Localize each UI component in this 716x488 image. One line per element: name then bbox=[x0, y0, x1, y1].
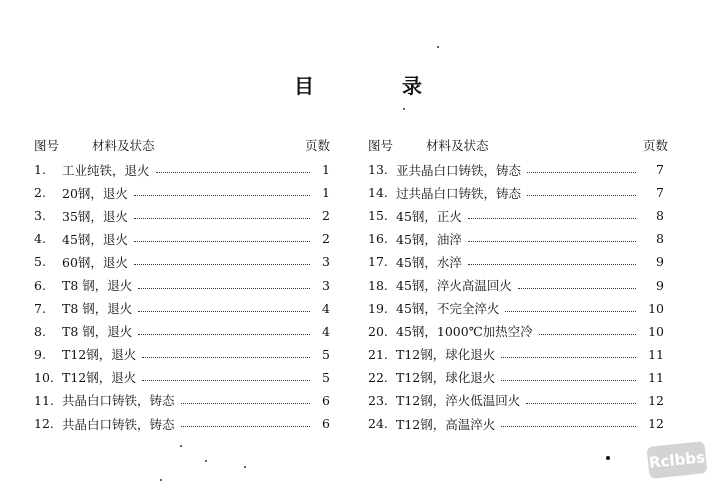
toc-entry-number: 4. bbox=[34, 231, 46, 247]
dot-leader bbox=[134, 264, 310, 265]
header-material-state: 材料及状态 bbox=[92, 138, 155, 153]
toc-entry bbox=[368, 320, 664, 343]
dot-leader bbox=[142, 380, 310, 381]
toc-entry-number: 16. bbox=[368, 231, 388, 247]
toc-entry-title: T8 钢，退火 bbox=[62, 278, 133, 294]
dot-leader bbox=[468, 264, 636, 265]
toc-entry bbox=[34, 412, 330, 435]
toc-entry-page: 2 bbox=[322, 208, 330, 224]
dot-leader bbox=[501, 380, 636, 381]
toc-entry-title: T8 钢，退火 bbox=[62, 324, 133, 340]
toc-entry-page: 3 bbox=[322, 277, 330, 293]
toc-entry-number: 23. bbox=[368, 392, 388, 408]
toc-entry bbox=[368, 204, 664, 227]
toc-entry-page: 11 bbox=[648, 369, 664, 385]
toc-entry bbox=[34, 343, 330, 366]
toc-entry-page: 1 bbox=[322, 162, 330, 178]
toc-entry-page: 4 bbox=[322, 300, 330, 316]
toc-entry-page: 5 bbox=[322, 369, 330, 385]
header-figure-number: 图号 bbox=[368, 138, 394, 153]
toc-entry-title: 45钢，不完全淬火 bbox=[396, 301, 500, 317]
toc-entry-title: T12钢，球化退火 bbox=[396, 347, 496, 363]
toc-entry bbox=[368, 412, 664, 435]
toc-entry-page: 4 bbox=[322, 323, 330, 339]
toc-entry bbox=[34, 297, 330, 320]
toc-entry-page: 7 bbox=[656, 162, 664, 178]
dot-leader bbox=[138, 311, 310, 312]
toc-entry-title: T12钢，退火 bbox=[62, 370, 137, 386]
toc-entry-number: 17. bbox=[368, 254, 388, 270]
toc-entry-title: 共晶白口铸铁，铸态 bbox=[62, 393, 175, 409]
toc-entry-page: 2 bbox=[322, 231, 330, 247]
toc-entry-page: 8 bbox=[656, 231, 664, 247]
dot-leader bbox=[138, 288, 310, 289]
dot-leader bbox=[142, 357, 310, 358]
dot-leader bbox=[527, 172, 636, 173]
dot-leader bbox=[518, 288, 636, 289]
toc-entry-number: 7. bbox=[34, 300, 46, 316]
toc-entry bbox=[368, 389, 664, 412]
toc-entry-title: 45钢，水淬 bbox=[396, 254, 462, 270]
toc-entry bbox=[368, 343, 664, 366]
toc-entry-number: 3. bbox=[34, 208, 46, 224]
dot-leader bbox=[134, 241, 310, 242]
toc-entry-number: 9. bbox=[34, 346, 46, 362]
toc-left-rows bbox=[34, 158, 330, 435]
toc-entry bbox=[34, 389, 330, 412]
page-marker-dot bbox=[606, 456, 610, 460]
toc-entry-title: T12钢，淬火低温回火 bbox=[396, 393, 521, 409]
toc-entry-page: 10 bbox=[648, 300, 664, 316]
toc-entry-title: T12钢，高温淬火 bbox=[396, 416, 496, 432]
toc-entry-number: 5. bbox=[34, 254, 46, 270]
dot-leader bbox=[501, 426, 636, 427]
dot-leader bbox=[138, 334, 310, 335]
dot-leader bbox=[156, 172, 310, 173]
dot-leader bbox=[468, 218, 636, 219]
toc-entry bbox=[34, 320, 330, 343]
toc-entry bbox=[368, 250, 664, 273]
toc-entry-title: T12钢，退火 bbox=[62, 347, 137, 363]
toc-entry-title: 亚共晶白口铸铁，铸态 bbox=[396, 162, 522, 178]
toc-entry bbox=[368, 297, 664, 320]
toc-entry-title: 过共晶白口铸铁，铸态 bbox=[396, 185, 522, 201]
header-material-state: 材料及状态 bbox=[426, 138, 489, 153]
dot-leader bbox=[134, 218, 310, 219]
toc-entry-page: 8 bbox=[656, 208, 664, 224]
toc-entry-number: 11. bbox=[34, 392, 54, 408]
dot-leader bbox=[526, 403, 636, 404]
watermark-text: Rclbbs bbox=[648, 448, 706, 472]
toc-entry-page: 12 bbox=[648, 392, 664, 408]
toc-entry-page: 9 bbox=[656, 254, 664, 270]
toc-entry bbox=[34, 204, 330, 227]
toc-entry-number: 24. bbox=[368, 416, 388, 432]
dot-leader bbox=[501, 357, 636, 358]
toc-entry-page: 11 bbox=[648, 346, 664, 362]
toc-entry-number: 1. bbox=[34, 162, 46, 178]
dot-leader bbox=[539, 334, 636, 335]
toc-entry bbox=[34, 227, 330, 250]
toc-left-column bbox=[34, 136, 330, 435]
toc-entry bbox=[34, 181, 330, 204]
toc-entry-page: 10 bbox=[648, 323, 664, 339]
toc-entry-number: 22. bbox=[368, 369, 388, 385]
toc-entry bbox=[368, 366, 664, 389]
toc-entry-number: 21. bbox=[368, 346, 388, 362]
dot-leader bbox=[468, 241, 636, 242]
toc-entry bbox=[368, 227, 664, 250]
toc-entry-page: 12 bbox=[648, 416, 664, 432]
toc-entry-number: 19. bbox=[368, 300, 388, 316]
toc-entry bbox=[34, 366, 330, 389]
toc-entry-title: 45钢，油淬 bbox=[396, 231, 462, 247]
toc-entry bbox=[368, 181, 664, 204]
toc-entry bbox=[368, 158, 664, 181]
dot-leader bbox=[134, 195, 310, 196]
dot-leader bbox=[181, 426, 310, 427]
dot-leader bbox=[505, 311, 636, 312]
toc-entry-number: 12. bbox=[34, 416, 54, 432]
toc-entry-page: 9 bbox=[656, 277, 664, 293]
toc-entry-title: 45钢，淬火高温回火 bbox=[396, 278, 512, 294]
dot-leader bbox=[527, 195, 636, 196]
toc-entry-title: 共晶白口铸铁，铸态 bbox=[62, 416, 175, 432]
toc-entry-number: 2. bbox=[34, 185, 46, 201]
toc-entry-page: 1 bbox=[322, 185, 330, 201]
toc-entry bbox=[34, 250, 330, 273]
watermark-logo bbox=[646, 441, 707, 479]
toc-entry-title: 45钢，1000℃加热空冷 bbox=[396, 324, 533, 340]
toc-entry-title: 60钢，退火 bbox=[62, 254, 128, 270]
toc-right-rows bbox=[368, 158, 664, 435]
dot-leader bbox=[181, 403, 310, 404]
toc-entry-page: 6 bbox=[322, 416, 330, 432]
toc-entry-title: T8 钢，退火 bbox=[62, 301, 133, 317]
toc-entry-number: 8. bbox=[34, 323, 46, 339]
toc-right-column bbox=[368, 136, 668, 435]
toc-left-header bbox=[34, 136, 330, 158]
toc-entry-title: 工业纯铁，退火 bbox=[62, 162, 150, 178]
toc-entry bbox=[34, 158, 330, 181]
toc-entry-title: 45钢，正火 bbox=[396, 208, 462, 224]
toc-entry-title: T12钢，球化退火 bbox=[396, 370, 496, 386]
header-page: 页数 bbox=[304, 138, 330, 153]
header-page: 页数 bbox=[642, 138, 668, 153]
toc-entry-number: 14. bbox=[368, 185, 388, 201]
toc-right-header bbox=[368, 136, 668, 158]
toc-entry-number: 13. bbox=[368, 162, 388, 178]
toc-entry-page: 7 bbox=[656, 185, 664, 201]
toc-entry-number: 20. bbox=[368, 323, 388, 339]
header-figure-number: 图号 bbox=[34, 138, 60, 153]
toc-entry-number: 15. bbox=[368, 208, 388, 224]
toc-entry-page: 3 bbox=[322, 254, 330, 270]
toc-entry-title: 45钢，退火 bbox=[62, 231, 128, 247]
toc-entry-number: 18. bbox=[368, 277, 388, 293]
toc-entry-title: 35钢，退火 bbox=[62, 208, 128, 224]
page-title: 目 录 bbox=[294, 74, 456, 98]
toc-entry-number: 6. bbox=[34, 277, 46, 293]
toc-entry-page: 6 bbox=[322, 392, 330, 408]
toc-entry bbox=[368, 273, 664, 296]
toc-entry-page: 5 bbox=[322, 346, 330, 362]
toc-entry-number: 10. bbox=[34, 369, 54, 385]
toc-entry bbox=[34, 273, 330, 296]
toc-entry-title: 20钢，退火 bbox=[62, 185, 128, 201]
